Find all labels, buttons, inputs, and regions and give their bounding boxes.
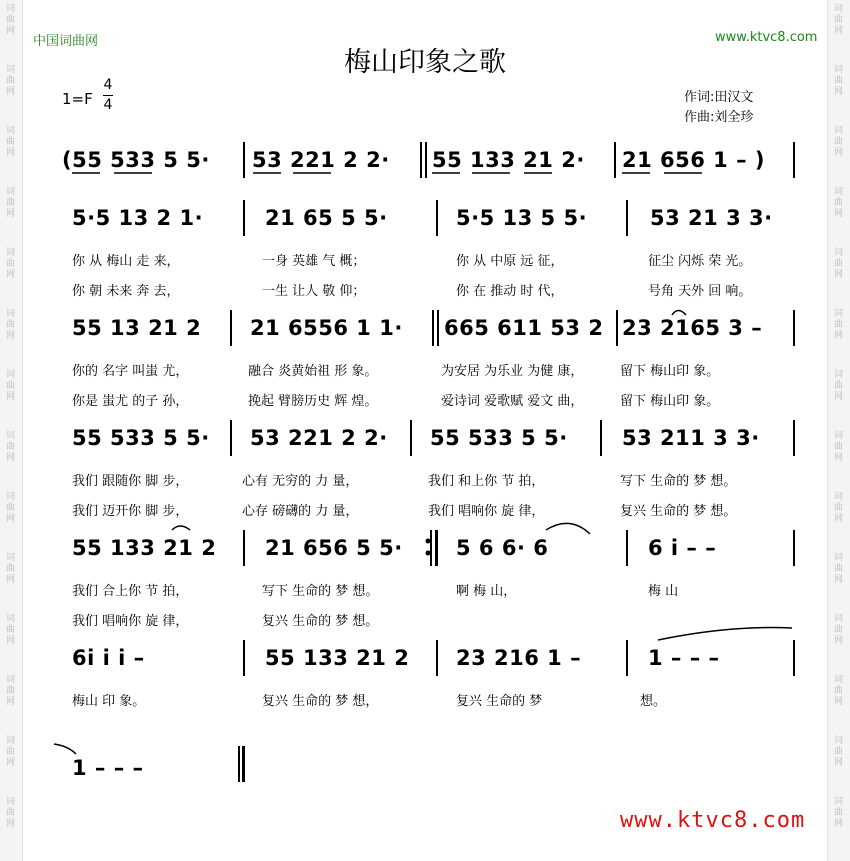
- watermark-text: 词 曲 网: [6, 126, 16, 158]
- lyric-phrase: 心有 无穷的 力 量，: [242, 474, 359, 489]
- barline: [230, 420, 232, 456]
- watermark-text: 词 曲 网: [834, 614, 844, 646]
- measure-9: 55 13 21 2: [72, 316, 202, 340]
- slur-arc: [54, 744, 76, 754]
- lyric-phrase: 复兴 生命的 梦 想，: [262, 694, 379, 709]
- lyric-phrase: 梅 山: [648, 584, 679, 599]
- measure-18: 21 656 5 5·: [265, 536, 403, 560]
- lyric-phrase: 一身 英雄 气 概；: [262, 254, 366, 269]
- tie-arc: [172, 526, 190, 530]
- measure-21: 6i i i –: [72, 646, 145, 670]
- slur-arc: [546, 523, 590, 534]
- lyric-phrase: 你 朝 未来 奔 去，: [72, 284, 180, 299]
- watermark-text: 词 曲 网: [6, 553, 16, 585]
- watermark-text: 词 曲 网: [6, 736, 16, 768]
- lyric-phrase: 你 从 中原 远 征，: [456, 254, 564, 269]
- lyric-phrase: 梅山 印 象。: [72, 694, 146, 709]
- repeat-barline: [435, 530, 438, 566]
- score-row-2: [0, 206, 850, 246]
- lyric-phrase: 融合 炎黄始祖 形 象。: [248, 364, 378, 379]
- watermark-text: 词 曲 网: [834, 65, 844, 97]
- barline: [436, 200, 438, 236]
- time-signature: [102, 76, 114, 115]
- site-name-left[interactable]: 中国词曲网: [33, 34, 99, 49]
- measure-2: 53 221 2 2·: [252, 148, 390, 172]
- measure-25: 1 – – –: [72, 756, 144, 780]
- watermark-text: 词 曲 网: [6, 4, 16, 36]
- barline: [793, 142, 795, 178]
- barline: [436, 640, 438, 676]
- score-row-7: [0, 756, 850, 796]
- site-url-right[interactable]: www.ktvc8.com: [715, 30, 818, 45]
- measure-20: 6 i – –: [648, 536, 717, 560]
- watermark-text: 词 曲 网: [834, 309, 844, 341]
- measure-17: 55 133 21 2: [72, 536, 217, 560]
- barline: [626, 530, 628, 566]
- watermark-text: 词 曲 网: [834, 187, 844, 219]
- measure-10: 21 6556 1 1·: [250, 316, 403, 340]
- barline: [614, 142, 616, 178]
- barline: [243, 142, 245, 178]
- lyric-phrase: 写下 生命的 梦 想。: [262, 584, 379, 599]
- watermark-text: 词 曲 网: [834, 675, 844, 707]
- score-row-6: [0, 646, 850, 686]
- barline: [432, 310, 434, 346]
- slur-arc: [658, 628, 792, 641]
- barline: [243, 640, 245, 676]
- final-barline-thin: [238, 746, 240, 782]
- watermark-text: 词 曲 网: [834, 126, 844, 158]
- watermark-text: 词 曲 网: [6, 187, 16, 219]
- watermark-text: 词 曲 网: [834, 553, 844, 585]
- key-signature: 1=F: [62, 90, 93, 108]
- measure-7: 5·5 13 5 5·: [456, 206, 588, 230]
- measure-15: 55 533 5 5·: [430, 426, 568, 450]
- barline: [230, 310, 232, 346]
- watermark-text: 词 曲 网: [6, 431, 16, 463]
- song-title: 梅山印象之歌: [344, 47, 506, 78]
- measure-11: 665 611 53 2: [444, 316, 604, 340]
- barline: [626, 200, 628, 236]
- time-signature-top: 4: [103, 77, 113, 93]
- lyric-phrase: 心存 磅礴的 力 量，: [242, 504, 359, 519]
- watermark-text: 词 曲 网: [6, 675, 16, 707]
- lyric-phrase: 我们 唱响你 旋 律，: [72, 614, 189, 629]
- barline: [793, 420, 795, 456]
- measure-8: 53 21 3 3·: [650, 206, 773, 230]
- barline: [420, 142, 422, 178]
- lyric-phrase: 啊 梅 山，: [456, 584, 517, 599]
- watermark-text: 词 曲 网: [6, 248, 16, 280]
- measure-24: 1 – – –: [648, 646, 720, 670]
- lyric-phrase: 你是 蚩尤 的子 孙，: [72, 394, 189, 409]
- lyric-phrase: 征尘 闪烁 荣 光。: [648, 254, 752, 269]
- lyric-phrase: 想。: [640, 694, 667, 709]
- lyric-phrase: 我们 唱响你 旋 律，: [428, 504, 545, 519]
- barline: [410, 420, 412, 456]
- watermark-text: 词 曲 网: [834, 370, 844, 402]
- measure-1: (55 533 5 5·: [62, 148, 210, 172]
- lyric-phrase: 我们 和上你 节 拍，: [428, 474, 545, 489]
- barline: [243, 200, 245, 236]
- barline: [626, 640, 628, 676]
- measure-19: 5 6 6· 6: [456, 536, 549, 560]
- lyric-phrase: 我们 合上你 节 拍，: [72, 584, 189, 599]
- ktvc8-logo[interactable]: www.ktvc8.com: [620, 808, 806, 833]
- measure-16: 53 211 3 3·: [622, 426, 760, 450]
- lyric-phrase: 号角 天外 回 响。: [648, 284, 752, 299]
- barline: [425, 142, 427, 178]
- watermark-text: 词 曲 网: [834, 797, 844, 829]
- lyric-phrase: 挽起 臂膀历史 辉 煌。: [248, 394, 378, 409]
- watermark-text: 词 曲 网: [6, 309, 16, 341]
- lyric-phrase: 爱诗词 爱歌赋 爱文 曲，: [441, 394, 584, 409]
- lyricist-credit: 作词:田汉文: [684, 90, 754, 105]
- watermark-text: 词 曲 网: [6, 492, 16, 524]
- measure-12: 23 2165 3 –: [622, 316, 763, 340]
- measure-13: 55 533 5 5·: [72, 426, 210, 450]
- measure-3: 55 133 21 2·: [432, 148, 585, 172]
- watermark-text: 词 曲 网: [6, 614, 16, 646]
- watermark-text: 词 曲 网: [834, 492, 844, 524]
- score-row-5: [0, 536, 850, 576]
- measure-4: 21 656 1 – ): [622, 148, 766, 172]
- measure-23: 23 216 1 –: [456, 646, 582, 670]
- lyric-phrase: 为安居 为乐业 为健 康，: [441, 364, 584, 379]
- score-row-3: [0, 316, 850, 356]
- lyric-phrase: 写下 生命的 梦 想。: [620, 474, 737, 489]
- measure-6: 21 65 5 5·: [265, 206, 388, 230]
- lyric-phrase: 复兴 生命的 梦 想。: [620, 504, 737, 519]
- score-row-4: [0, 426, 850, 466]
- final-barline-thick: [242, 746, 245, 782]
- tie-arc: [672, 311, 686, 316]
- lyric-phrase: 我们 迈开你 脚 步，: [72, 504, 189, 519]
- watermark-text: 词 曲 网: [6, 370, 16, 402]
- lyric-phrase: 留下 梅山印 象。: [620, 394, 720, 409]
- measure-14: 53 221 2 2·: [250, 426, 388, 450]
- repeat-barline: [430, 530, 432, 566]
- barline: [793, 530, 795, 566]
- time-signature-bottom: 4: [103, 97, 113, 113]
- lyric-phrase: 你 在 推动 时 代，: [456, 284, 564, 299]
- barline: [437, 310, 439, 346]
- measure-5: 5·5 13 2 1·: [72, 206, 204, 230]
- watermark-text: 词 曲 网: [834, 431, 844, 463]
- barline: [600, 420, 602, 456]
- barline: [793, 310, 795, 346]
- barline: [793, 640, 795, 676]
- watermark-text: 词 曲 网: [834, 248, 844, 280]
- barline: [243, 530, 245, 566]
- measure-22: 55 133 21 2: [265, 646, 410, 670]
- score-row-1: [0, 148, 850, 188]
- composer-credit: 作曲:刘全珍: [684, 110, 754, 125]
- watermark-text: 词 曲 网: [834, 4, 844, 36]
- lyric-phrase: 复兴 生命的 梦 想。: [262, 614, 379, 629]
- watermark-text: 词 曲 网: [834, 736, 844, 768]
- watermark-text: 词 曲 网: [6, 797, 16, 829]
- lyric-phrase: 留下 梅山印 象。: [620, 364, 720, 379]
- watermark-text: 词 曲 网: [6, 65, 16, 97]
- lyric-phrase: 我们 跟随你 脚 步，: [72, 474, 189, 489]
- barline: [616, 310, 618, 346]
- lyric-phrase: 复兴 生命的 梦: [456, 694, 543, 709]
- lyric-phrase: 你 从 梅山 走 来，: [72, 254, 180, 269]
- lyric-phrase: 一生 让人 敬 仰；: [262, 284, 366, 299]
- lyric-phrase: 你的 名字 叫蚩 尤，: [72, 364, 189, 379]
